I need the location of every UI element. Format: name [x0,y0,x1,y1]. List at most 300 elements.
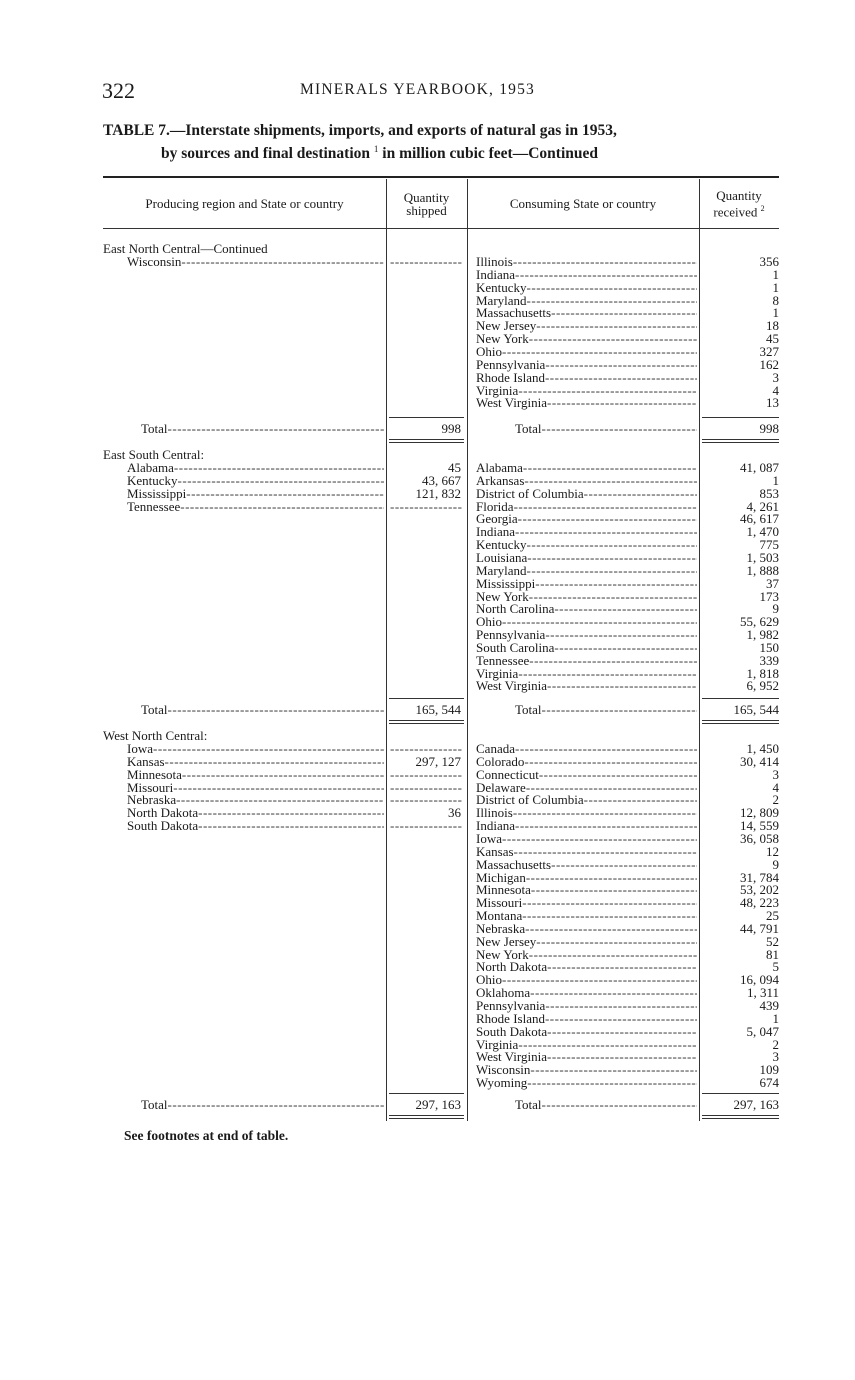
total-received-row [515,422,697,435]
dot-leader [547,679,697,692]
consumer-quantity: 853 [759,485,779,501]
consumer-row [476,845,697,858]
header-consuming-state: Consuming State or country [509,196,657,211]
dot-leader [198,806,384,819]
consumer-quantity: 1, 503 [746,549,779,565]
consumer-row [476,654,697,667]
dot-leader [522,909,697,922]
dot-leader [181,255,384,268]
consumer-row [476,819,697,832]
consumer-quantity: 775 [759,537,779,553]
empty-quantity-dash [390,781,463,794]
consumer-quantity: 4, 261 [746,498,779,514]
consumer-row-label: Massachusetts [476,305,552,321]
total-received-row-label: Total [515,421,542,436]
producer-row [127,755,384,768]
consumer-row [476,679,697,692]
dot-leader [527,1076,697,1089]
header-received-line1: Quantity [716,187,762,203]
producer-row-label: Kansas [127,753,165,769]
consumer-quantity: 1, 470 [746,524,779,540]
producer-row-label: Mississippi [127,485,187,501]
total-received: 165, 544 [733,702,779,717]
consumer-row-label: Ohio [476,614,502,630]
region-heading: West North Central: [103,728,208,743]
dot-leader [551,306,697,319]
dot-leader [165,755,384,768]
consumer-quantity: 13 [766,395,779,411]
consumer-quantity: 12, 809 [740,805,779,821]
producer-row [127,255,384,268]
consumer-quantity: 1, 818 [746,665,779,681]
consumer-row-label: Louisiana [476,549,528,565]
consumer-row [476,577,697,590]
dot-leader [536,319,697,332]
subtotal-rule [702,698,779,699]
consumer-row [476,1025,697,1038]
consumer-quantity: 48, 223 [740,895,779,911]
dot-leader [198,819,384,832]
dot-leader [168,703,384,716]
dot-leader [182,768,384,781]
table-header-rule [103,228,779,229]
producer-row-label: Tennessee [127,498,181,514]
dot-leader [168,422,384,435]
dot-leader [551,858,697,871]
consumer-quantity: 1 [772,472,779,488]
dot-leader [174,461,384,474]
consumer-quantity: 4 [772,382,779,398]
total-double-rule [702,720,779,724]
producer-row-label: Wisconsin [127,254,182,269]
total-row-label: Total [141,421,168,436]
region-heading: East South Central: [103,447,205,462]
producer-quantity: 45 [448,460,461,475]
total-received-row-label: Total [515,1097,542,1112]
running-title: MINERALS YEARBOOK, 1953 [300,81,535,98]
consumer-row-label: Virginia [476,665,519,681]
page-number: 322 [102,78,135,103]
consumer-row [476,755,697,768]
caption-line-2a: by sources and final destination [161,145,371,163]
dot-leader [529,948,697,961]
consumer-row-label: Georgia [476,511,518,527]
header-shipped-line2: shipped [406,202,447,218]
producer-row [127,500,384,513]
dot-leader [542,422,697,435]
total-received: 998 [759,421,779,436]
consumer-row-label: Maryland [476,292,527,308]
consumer-row-label: Mississippi [476,575,536,591]
dot-leader [515,525,697,538]
dot-leader [168,1098,384,1111]
dot-leader [524,474,697,487]
consumer-row [476,345,697,358]
header-received-mark: 2 [760,203,765,213]
dot-leader [153,742,384,755]
dot-leader [545,1012,697,1025]
consumer-row-label: Iowa [476,830,502,846]
consumer-quantity: 327 [759,343,779,359]
producer-row-label: South Dakota [127,818,199,834]
consumer-quantity: 37 [766,575,779,591]
consumer-row-label: Illinois [476,805,513,821]
consumer-row-label: West Virginia [476,1049,547,1065]
dot-leader [186,487,384,500]
dot-leader [547,1025,697,1038]
total-row [141,1098,384,1111]
producer-row [127,819,384,832]
consumer-row [476,268,697,281]
consumer-row-label: North Carolina [476,601,555,617]
consumer-row [476,487,697,500]
consumer-quantity: 1 [772,1010,779,1026]
total-double-rule [389,720,464,724]
consumer-quantity: 339 [759,652,779,668]
header-received-line2 [713,202,764,218]
caption-footnote-mark: 1 [373,144,379,154]
consumer-row [476,564,697,577]
dot-leader [522,896,697,909]
consumer-quantity: 162 [759,356,779,372]
consumer-row-label: District of Columbia [476,485,584,501]
total-double-rule [702,1115,779,1119]
dot-leader [173,781,384,794]
column-divider [386,179,387,1121]
consumer-row-label: Oklahoma [476,985,531,1001]
producer-quantity: 297, 127 [415,753,461,769]
consumer-row-label: West Virginia [476,678,547,694]
consumer-quantity: 3 [772,369,779,385]
consumer-row-label: Pennsylvania [476,627,546,643]
total-shipped: 165, 544 [415,702,461,717]
consumer-row [476,396,697,409]
consumer-quantity: 2 [772,792,779,808]
dot-leader [502,832,697,845]
dot-leader [527,294,697,307]
consumer-quantity: 356 [759,254,779,269]
consumer-quantity: 1 [772,305,779,321]
dot-leader [523,461,697,474]
producer-row [127,474,384,487]
consumer-quantity: 14, 559 [740,818,779,834]
consumer-row-label: Virginia [476,1036,519,1052]
dot-leader [502,345,697,358]
caption-line-2 [103,140,783,163]
consumer-row-label: Connecticut [476,766,539,782]
dot-leader [554,641,697,654]
consumer-quantity: 173 [759,588,779,604]
total-double-rule [389,1115,464,1119]
consumer-quantity: 1 [772,279,779,295]
dot-leader [547,396,697,409]
consumer-quantity: 2 [772,1036,779,1052]
consumer-row [476,551,697,564]
consumer-row-label: Florida [476,498,514,514]
dot-leader [513,806,697,819]
consumer-row-label: Ohio [476,343,502,359]
consumer-quantity: 674 [759,1075,779,1091]
dot-leader [536,935,697,948]
consumer-row-label: Delaware [476,779,526,795]
consumer-quantity: 5 [772,959,779,975]
dot-leader [530,1063,697,1076]
consumer-row-label: Ohio [476,972,502,988]
consumer-row-label: Canada [476,741,515,756]
dot-leader [527,564,697,577]
consumer-row [476,281,697,294]
subtotal-rule [702,417,779,418]
consumer-quantity: 1, 311 [746,985,779,1001]
consumer-row [476,960,697,973]
consumer-row-label: New York [476,588,529,604]
consumer-quantity: 1, 450 [746,741,779,756]
table-caption [103,122,783,163]
producer-row-label: North Dakota [127,805,199,821]
dot-leader [527,551,697,564]
subtotal-rule [389,698,464,699]
consumer-row-label: Tennessee [476,652,530,668]
consumer-row [476,474,697,487]
consumer-row [476,832,697,845]
consumer-quantity: 41, 087 [740,460,779,475]
dot-leader [180,500,384,513]
dot-leader [176,793,384,806]
consumer-row-label: Wyoming [476,1075,528,1091]
consumer-quantity: 12 [766,843,779,859]
total-shipped: 297, 163 [415,1097,461,1112]
total-received-row [515,1098,697,1111]
consumer-quantity: 52 [766,933,779,949]
empty-quantity-dash [390,768,463,781]
consumer-row [476,935,697,948]
consumer-row-label: Michigan [476,869,526,885]
consumer-quantity: 4 [772,779,779,795]
consumer-row-label: Kansas [476,843,514,859]
dot-leader [518,512,697,525]
consumer-quantity: 3 [772,766,779,782]
dot-leader [530,986,697,999]
consumer-quantity: 109 [759,1062,779,1078]
dot-leader [502,973,697,986]
consumer-row [476,358,697,371]
total-double-rule [389,439,464,443]
dot-leader [545,371,697,384]
consumer-quantity: 9 [772,856,779,872]
dot-leader [527,538,697,551]
footnote-see-end: See footnotes at end of table. [124,1128,289,1143]
table-top-rule [103,176,779,178]
dot-leader [584,793,697,806]
dot-leader [547,1050,697,1063]
consumer-row-label: Indiana [476,266,515,282]
total-row [141,422,384,435]
producer-row-label: Minnesota [127,766,182,782]
producer-row-label: Missouri [127,779,174,795]
consumer-row [476,922,697,935]
consumer-row-label: Kentucky [476,537,527,553]
consumer-row [476,768,697,781]
dot-leader [514,500,697,513]
total-shipped: 998 [441,421,461,436]
total-received: 297, 163 [733,1097,779,1112]
total-double-rule [702,439,779,443]
dot-leader [545,358,697,371]
consumer-quantity: 31, 784 [740,869,779,885]
dot-leader [514,845,697,858]
consumer-row-label: Indiana [476,524,515,540]
consumer-row-label: Rhode Island [476,1010,545,1026]
dot-leader [524,755,697,768]
dot-leader [515,268,697,281]
consumer-row-label: South Carolina [476,639,555,655]
consumer-row [476,332,697,345]
dot-leader [531,883,697,896]
region-heading: East North Central—Continued [103,241,268,256]
total-received-row [515,703,697,716]
consumer-quantity: 5, 047 [746,1023,779,1039]
dot-leader [178,474,384,487]
producer-quantity: 43, 667 [422,472,461,488]
column-divider [467,179,468,1121]
dot-leader [526,871,697,884]
page-header [102,78,782,102]
consumer-quantity: 36, 058 [740,830,779,846]
header-received-text: received [713,204,758,220]
consumer-row-label: Pennsylvania [476,998,546,1013]
consumer-row-label: Minnesota [476,882,531,898]
consumer-quantity: 44, 791 [740,920,779,936]
producer-row [127,487,384,500]
consumer-quantity: 439 [759,998,779,1013]
consumer-row-label: District of Columbia [476,792,584,808]
dot-leader [515,819,697,832]
consumer-quantity: 1, 982 [746,627,779,643]
consumer-quantity: 45 [766,331,779,347]
consumer-row-label: Virginia [476,382,519,398]
consumer-quantity: 18 [766,318,779,334]
consumer-row-label: Colorado [476,753,525,769]
consumer-quantity: 53, 202 [740,882,779,898]
consumer-row-label: South Dakota [476,1023,548,1039]
consumer-row-label: Alabama [476,460,523,475]
dot-leader [513,255,697,268]
empty-quantity-dash [390,500,463,513]
empty-quantity-dash [390,255,463,268]
consumer-quantity: 81 [766,946,779,962]
consumer-row-label: Nebraska [476,920,526,936]
dot-leader [542,1098,697,1111]
producer-row [127,768,384,781]
consumer-row [476,641,697,654]
subtotal-rule [389,417,464,418]
header-quantity-received [699,179,779,228]
producer-row-label: Nebraska [127,792,177,808]
consumer-row [476,371,697,384]
consumer-row [476,1076,697,1089]
total-row-label: Total [141,702,168,717]
consumer-row-label: Maryland [476,562,527,578]
consumer-row-label: New York [476,946,529,962]
dot-leader [529,332,697,345]
consumer-row-label: Rhode Island [476,369,545,385]
dot-leader [525,922,697,935]
consumer-row-label: Wisconsin [476,1062,531,1078]
consumer-quantity: 150 [759,639,779,655]
producer-row-label: Alabama [127,460,174,475]
consumer-quantity: 8 [772,292,779,308]
dot-leader [545,999,697,1012]
dot-leader [542,703,697,716]
dot-leader [535,577,697,590]
consumer-quantity: 25 [766,908,779,924]
header-quantity-shipped [386,179,467,228]
consumer-row-label: Illinois [476,254,513,269]
caption-line-1: TABLE 7.—Interstate shipments, imports, and exports of natural gas in 1953, [103,122,617,139]
consumer-quantity: 3 [772,1049,779,1065]
consumer-quantity: 1 [772,266,779,282]
consumer-quantity: 1, 888 [746,562,779,578]
consumer-row [476,858,697,871]
total-received-row-label: Total [515,702,542,717]
dot-leader [545,628,697,641]
dot-leader [527,281,697,294]
subtotal-rule [389,1093,464,1094]
empty-quantity-dash [390,819,463,832]
column-divider [699,179,700,1121]
dot-leader [529,654,697,667]
consumer-quantity: 9 [772,601,779,617]
producer-quantity: 36 [448,805,461,821]
dot-leader [547,960,697,973]
consumer-row-label: Arkansas [476,472,525,488]
subtotal-rule [702,1093,779,1094]
gas-shipments-table [103,176,779,1121]
header-shipped-line1: Quantity [403,189,450,205]
consumer-row-label: Massachusetts [476,856,552,872]
consumer-quantity: 46, 617 [740,511,779,527]
consumer-quantity: 30, 414 [740,753,779,769]
consumer-row-label: Pennsylvania [476,356,546,372]
producer-quantity: 121, 832 [415,485,461,501]
consumer-row-label: Indiana [476,818,515,834]
consumer-row-label: New York [476,331,529,347]
consumer-row-label: West Virginia [476,395,547,411]
dot-leader [554,602,697,615]
consumer-row-label: North Dakota [476,959,548,975]
consumer-quantity: 16, 094 [740,972,779,988]
consumer-row-label: Kentucky [476,279,527,295]
producer-row-label: Iowa [127,741,153,756]
dot-leader [584,487,697,500]
consumer-quantity: 6, 952 [746,678,779,694]
dot-leader [539,768,697,781]
header-producing-region: Producing region and State or country [145,196,344,211]
consumer-row [476,602,697,615]
consumer-quantity: 55, 629 [740,614,779,630]
consumer-row-label: New Jersey [476,318,537,334]
consumer-row-label: Montana [476,908,523,924]
total-row-label: Total [141,1097,168,1112]
producer-row-label: Kentucky [127,472,178,488]
total-row [141,703,384,716]
consumer-row-label: New Jersey [476,933,537,949]
dot-leader [515,742,697,755]
consumer-row-label: Missouri [476,895,523,911]
caption-line-2b: in million cubic feet—Continued [378,145,598,163]
producer-row [127,742,384,755]
consumer-row [476,1012,697,1025]
